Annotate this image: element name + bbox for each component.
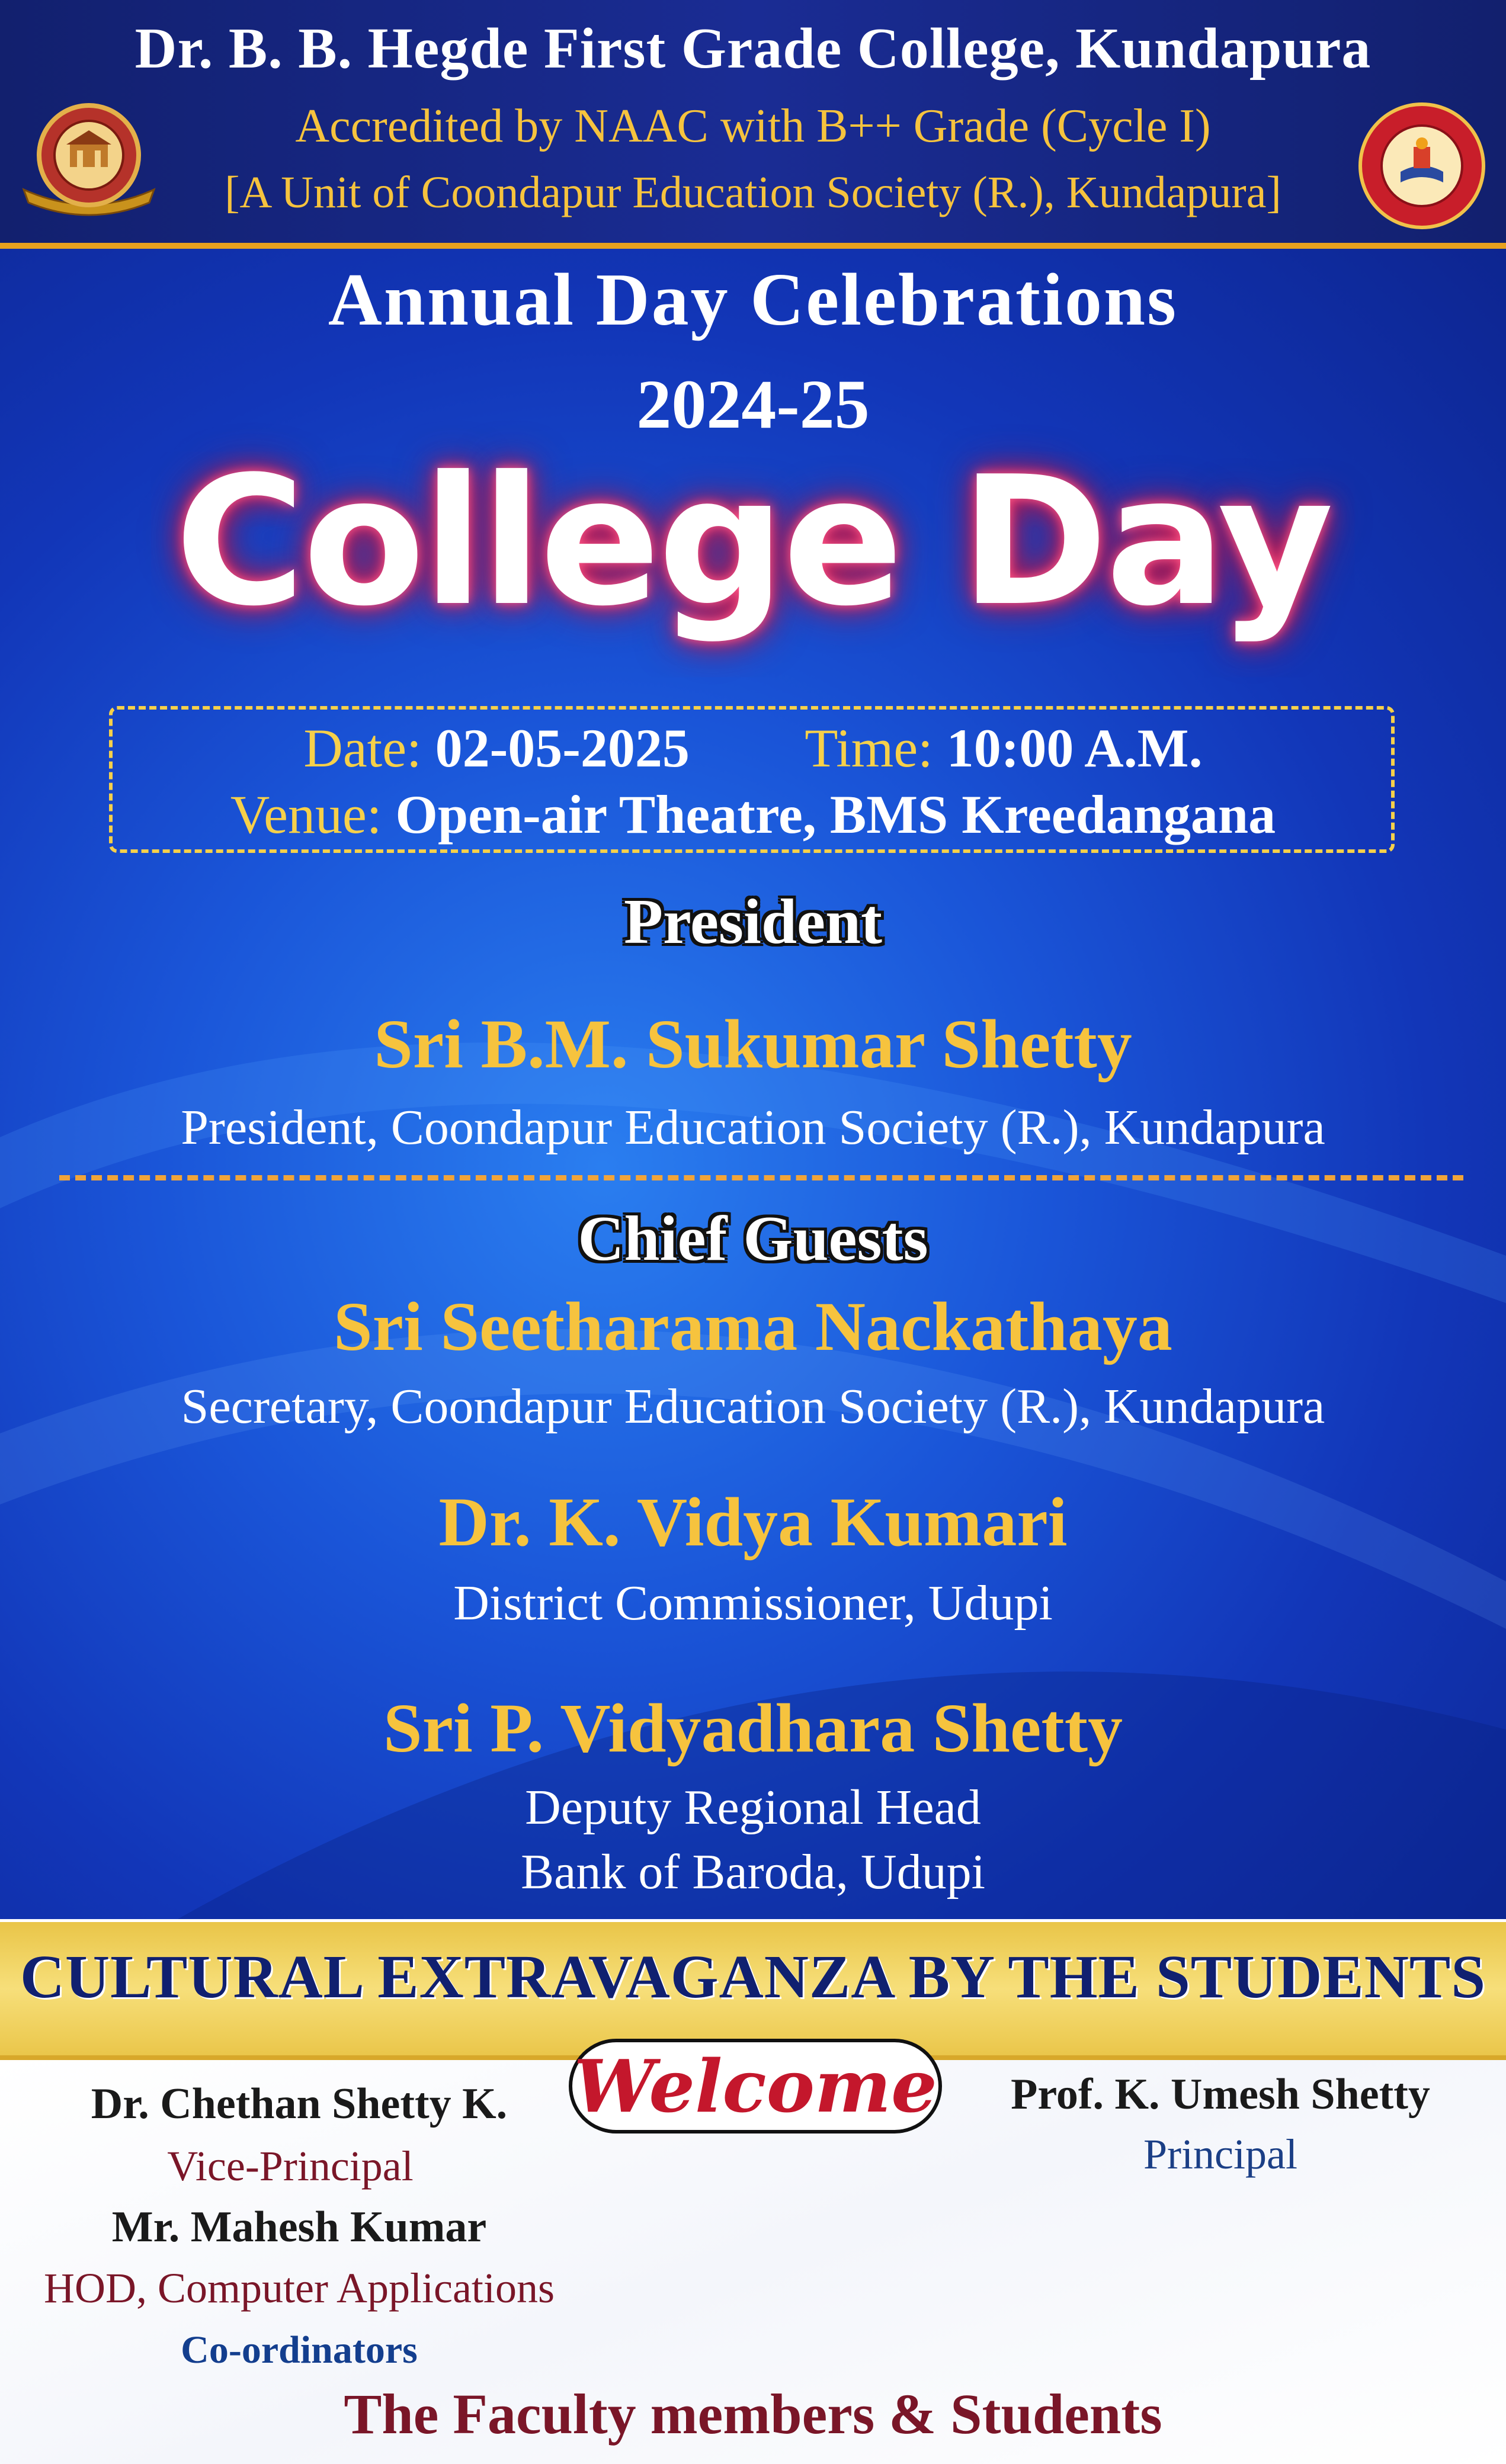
venue-value: Open-air Theatre, BMS Kreedangana (395, 784, 1276, 845)
chief-guests-heading: Chief Guests (578, 1204, 928, 1274)
coordinators-label: Co-ordinators (181, 2328, 418, 2372)
unit-text: [A Unit of Coondapur Education Society (R.), Kundapura] (225, 168, 1281, 217)
venue-label: Venue: (230, 784, 382, 845)
guest-3-designation-line1: Deputy Regional Head (525, 1780, 981, 1835)
president-designation: President, Coondapur Education Society (R.), Kundapura (181, 1100, 1325, 1155)
president-name: Sri B.M. Sukumar Shetty (374, 1005, 1132, 1083)
section-divider (59, 1175, 1463, 1180)
guest-1-designation: Secretary, Coondapur Education Society (R.), Kundapura (181, 1379, 1325, 1434)
coordinator-1-role: Vice-Principal (167, 2142, 414, 2190)
faculty-footer: The Faculty members & Students (344, 2382, 1162, 2446)
principal-name: Prof. K. Umesh Shetty (1011, 2070, 1430, 2119)
college-name: Dr. B. B. Hegde First Grade College, Kundapura (134, 17, 1372, 81)
time-label: Time: (805, 718, 933, 778)
event-title: College Day (175, 438, 1331, 645)
coordinator-2-role: HOD, Computer Applications (44, 2264, 555, 2312)
principal-role: Principal (1143, 2131, 1297, 2178)
header-band (0, 0, 1506, 249)
venue-row (0, 783, 1506, 846)
accreditation-text: Accredited by NAAC with B++ Grade (Cycle I) (295, 100, 1211, 152)
time-value: 10:00 A.M. (946, 718, 1203, 778)
guest-3-designation-line2: Bank of Baroda, Udupi (521, 1844, 985, 1900)
guest-2-name: Dr. K. Vidya Kumari (438, 1483, 1068, 1561)
date-time-row (0, 717, 1506, 779)
society-seal-icon (18, 101, 160, 219)
coordinator-2-name: Mr. Mahesh Kumar (111, 2203, 487, 2251)
welcome-badge: Welcome (569, 2039, 942, 2133)
event-year: 2024-25 (636, 365, 870, 443)
cultural-banner-text: CULTURAL EXTRAVAGANZA BY THE STUDENTS (20, 1943, 1486, 2011)
guest-3-name: Sri P. Vidyadhara Shetty (383, 1689, 1123, 1767)
guest-1-name: Sri Seetharama Nackathaya (334, 1288, 1172, 1365)
event-subtitle: Annual Day Celebrations (328, 259, 1178, 341)
president-heading: President (624, 887, 882, 957)
coordinator-1-name: Dr. Chethan Shetty K. (91, 2080, 508, 2128)
date-value: 02-05-2025 (435, 718, 690, 778)
guest-2-designation: District Commissioner, Udupi (453, 1576, 1053, 1631)
college-seal-icon (1357, 101, 1487, 231)
date-label: Date: (303, 718, 422, 778)
